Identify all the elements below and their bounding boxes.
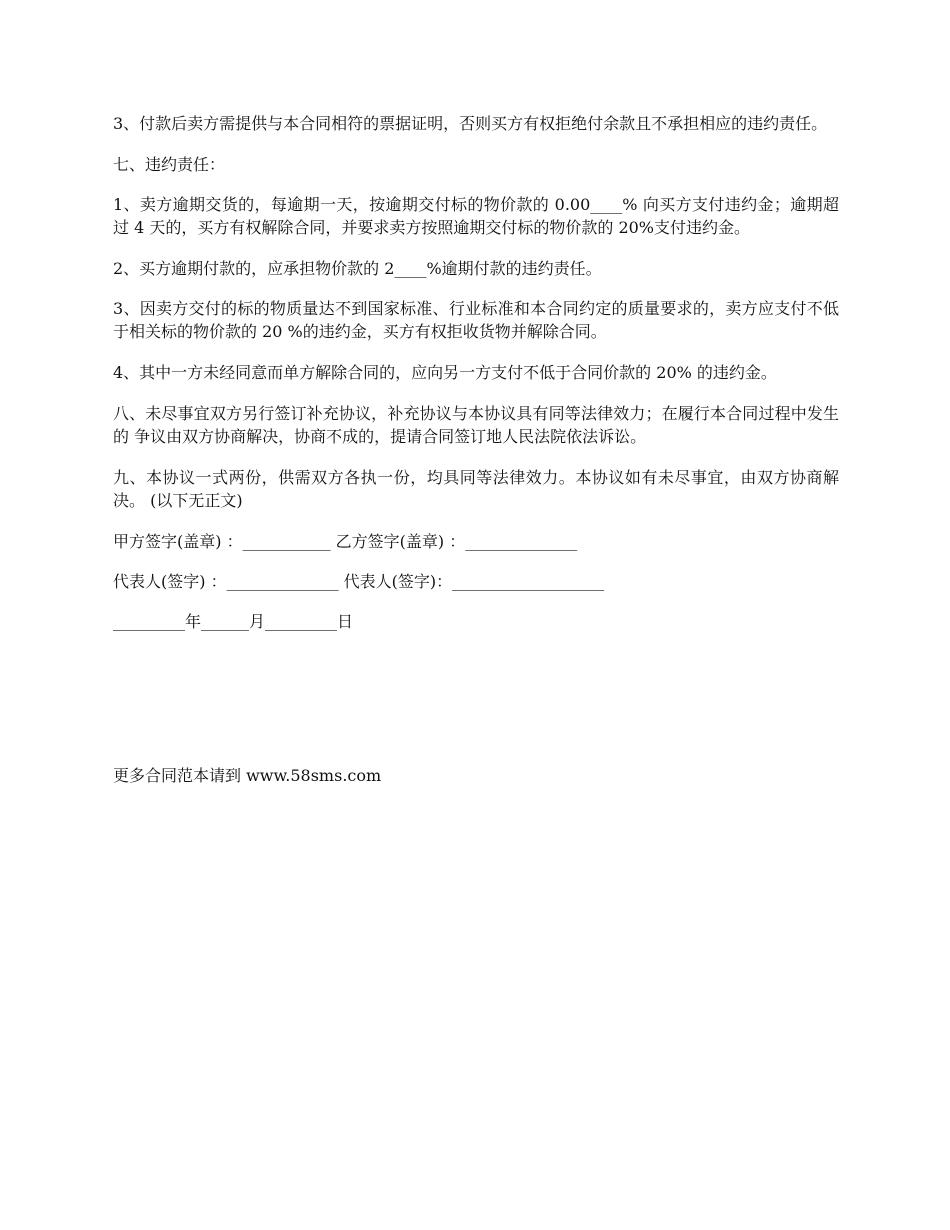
section-supplementary-agreement: 八、未尽事宜双方另行签订补充协议，补充协议与本协议具有同等法律效力；在履行本合同过程中发生的 争议由双方协商解决，协商不成的，提请合同签订地人民法院依法诉讼。 [113, 404, 839, 446]
date-line: _________年______月_________日 [113, 612, 354, 631]
clause-late-payment: 2、买方逾期付款的，应承担物价款的 2____%逾期付款的违约责任。 [113, 259, 602, 278]
section-copies: 九、本协议一式两份，供需双方各执一份，均具同等法律效力。本协议如有未尽事宜，由双方协商解决。 (以下无正文) [113, 468, 839, 510]
representative-signature-line: 代表人(签字) ：______________ 代表人(签字)：___________________ [113, 572, 605, 591]
clause-quality: 3、因卖方交付的标的物质量达不到国家标准、行业标准和本合同约定的质量要求的，卖方应支付不低于相关标的物价款的 20 %的违约金，买方有权拒收货物并解除合同。 [113, 299, 839, 341]
footer-promo: 更多合同范本请到 www.58sms.com [113, 766, 382, 785]
clause-payment-receipt: 3、付款后卖方需提供与本合同相符的票据证明，否则买方有权拒绝付余款且不承担相应的违约责任。 [113, 114, 828, 133]
contract-page [113, 112, 839, 650]
clause-unilateral-termination: 4、其中一方未经同意而单方解除合同的，应向另一方支付不低于合同价款的 20% 的违约金。 [113, 363, 777, 382]
party-signature-line: 甲方签字(盖章) ：___________ 乙方签字(盖章) ：______________ [113, 532, 578, 551]
clause-late-delivery: 1、卖方逾期交货的，每逾期一天，按逾期交付标的物价款的 0.00____% 向买方支付违约金；逾期超过 4 天的，买方有权解除合同，并要求卖方按照逾期交付标的物价款的 20%支付违约金。 [113, 195, 839, 237]
section-heading-breach: 七、违约责任： [113, 155, 226, 174]
